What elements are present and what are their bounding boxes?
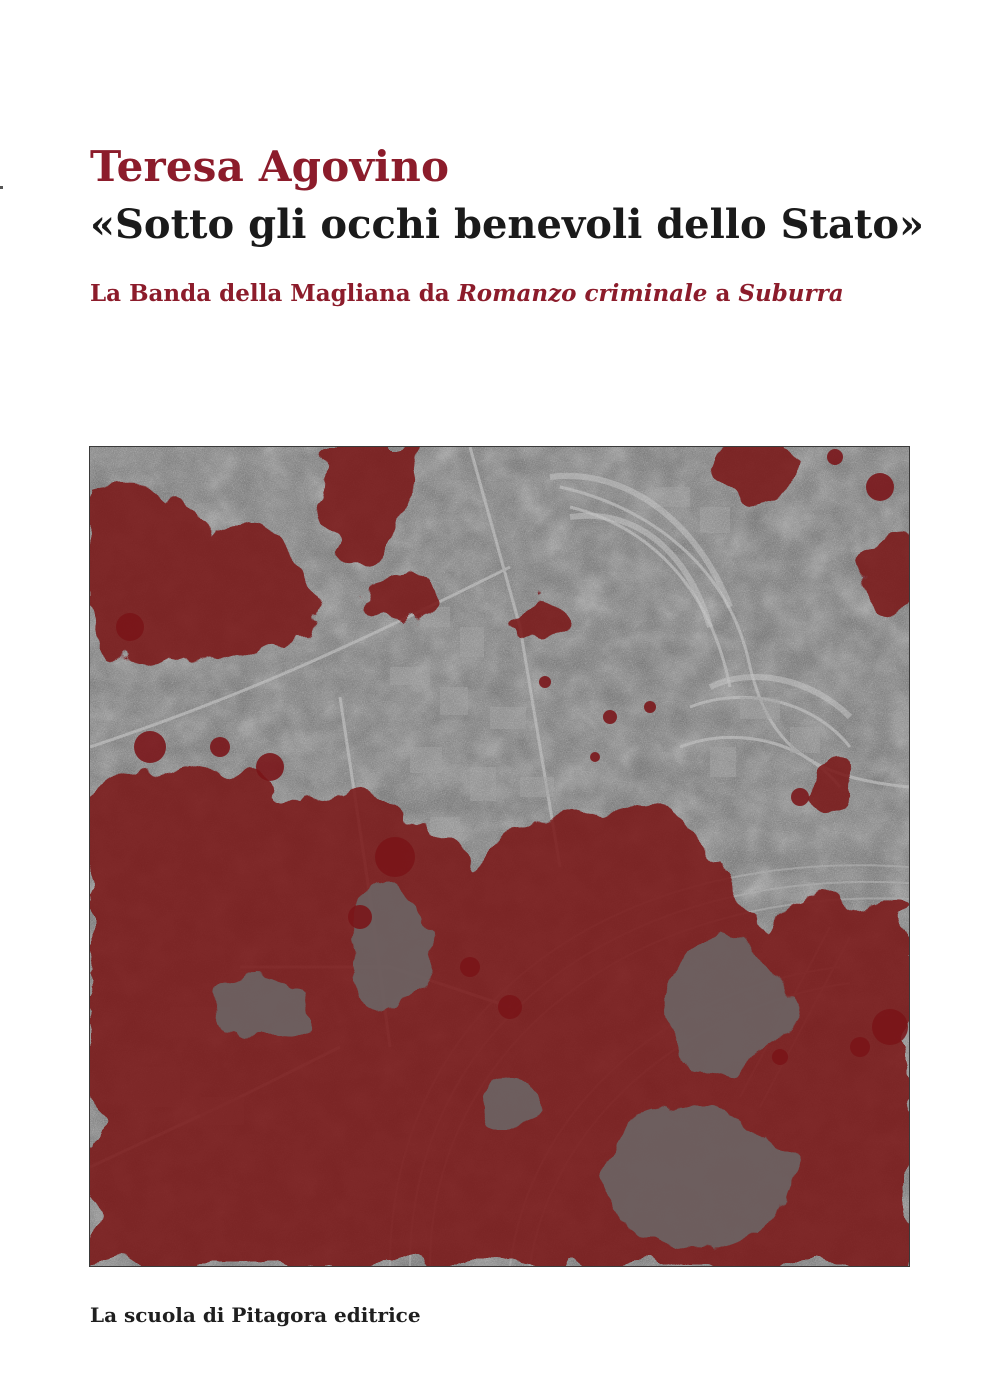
book-title: «Sotto gli occhi benevoli dello Stato» xyxy=(90,201,925,248)
author-name: Teresa Agovino xyxy=(90,142,450,191)
subtitle-part-2: a xyxy=(707,280,739,307)
book-subtitle xyxy=(90,282,844,305)
subtitle-italic-1: Romanzo criminale xyxy=(457,280,708,307)
subtitle-part-1: La Banda della Magliana da xyxy=(90,280,458,307)
cover-image-aerial-map xyxy=(89,446,910,1267)
aerial-map-illustration xyxy=(90,447,909,1266)
subtitle-italic-2: Suburra xyxy=(738,280,844,307)
margin-mark xyxy=(0,186,3,189)
publisher-name: La scuola di Pitagora editrice xyxy=(90,1303,421,1327)
